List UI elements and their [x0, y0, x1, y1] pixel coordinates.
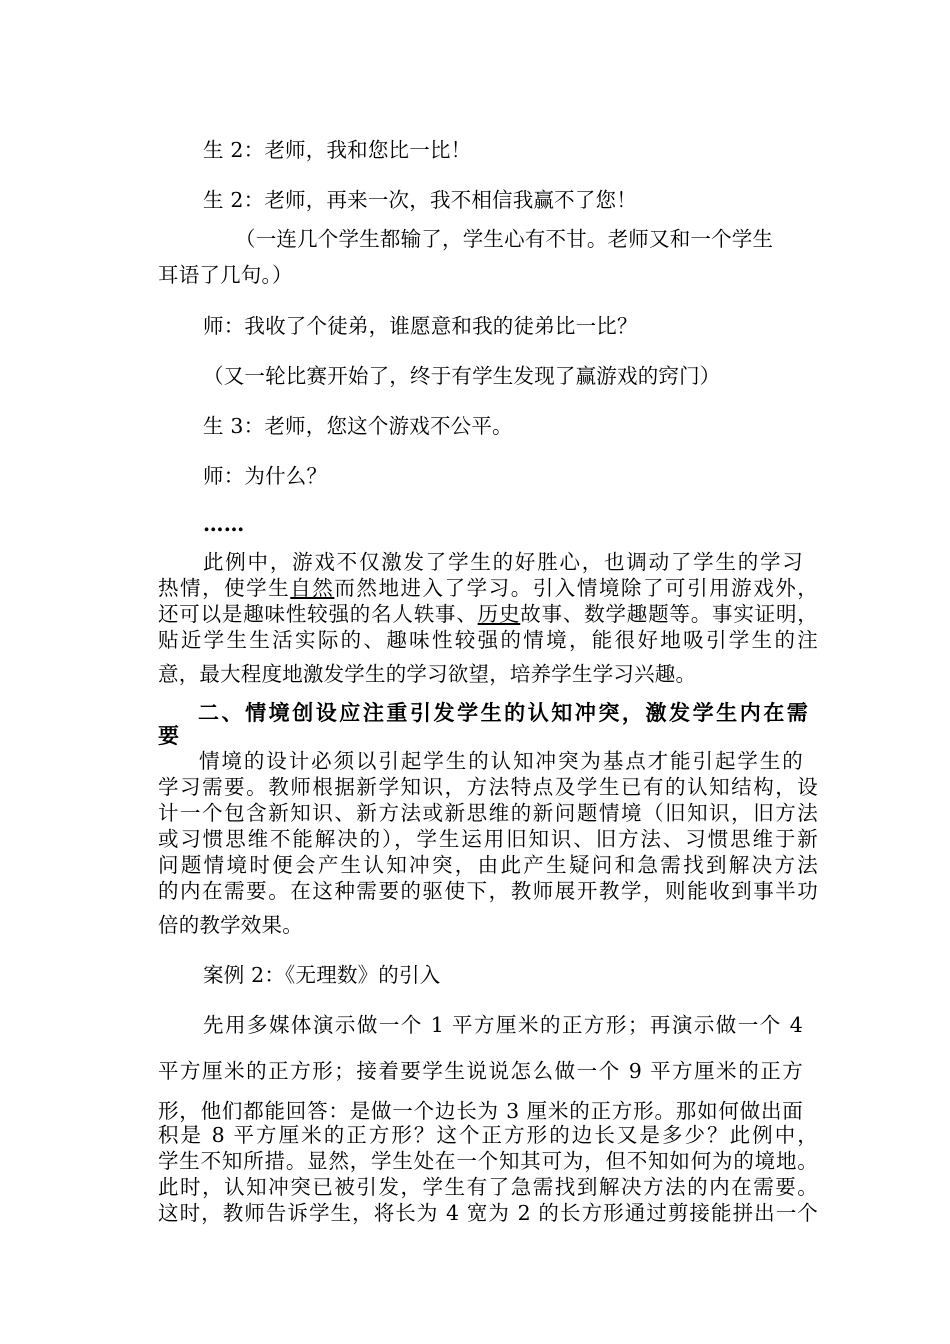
paragraph-line: 意，最大程度地激发学生的学习欲望，培养学生学习兴趣。	[158, 662, 697, 686]
paragraph-line: 学习需要。教师根据新学知识，方法特点及学生已有的认知结构，设	[158, 775, 818, 799]
paragraph-line: 计一个包含新知识、新方法或新思维的新问题情境（旧知识，旧方法	[158, 801, 818, 825]
paragraph-line: 还可以是趣味性较强的名人轶事、历史故事、数学趣题等。事实证明，	[158, 602, 818, 626]
section-heading: 二、情境创设应注重引发学生的认知冲突，激发学生内在需	[198, 701, 808, 725]
paragraph-line: 积是 8 平方厘米的正方形？这个正方形的边长又是多少？此例中，	[158, 1123, 818, 1147]
paragraph-line: 此时，认知冲突已被引发，学生有了急需找到解决方法的内在需要。	[158, 1175, 818, 1199]
paragraph-line: 这时，教师告诉学生，将长为 4 宽为 2 的长方形通过剪接能拼出一个	[158, 1201, 818, 1225]
dialogue-line: 生 3：老师，您这个游戏不公平。	[203, 414, 513, 438]
paragraph-line: 学生不知所措。显然，学生处在一个知其可为，但不知如何为的境地。	[158, 1149, 818, 1173]
paragraph-line: 倍的教学效果。	[158, 913, 303, 937]
underlined-word: 自然	[290, 576, 335, 600]
paragraph-line: 形，他们都能回答：是做一个边长为 3 厘米的正方形。那如何做出面	[158, 1099, 803, 1123]
dialogue-line: 生 2：老师，再来一次，我不相信我赢不了您！	[203, 188, 637, 212]
paragraph-line: 平方厘米的正方形；接着要学生说说怎么做一个 9 平方厘米的正方	[158, 1059, 803, 1083]
stage-direction: （一连几个学生都输了，学生心有不甘。老师又和一个学生	[235, 227, 774, 251]
paragraph-line: 热情，使学生自然而然地进入了学习。引入情境除了可引用游戏外，	[158, 576, 818, 600]
paragraph-line: 先用多媒体演示做一个 1 平方厘米的正方形；再演示做一个 4	[203, 1013, 803, 1037]
ellipsis: ……	[203, 512, 245, 536]
paragraph-line: 或习惯思维不能解决的），学生运用旧知识、旧方法、习惯思维于新	[158, 827, 818, 851]
paragraph-line: 贴近学生生活实际的、趣味性较强的情境，能很好地吸引学生的注	[158, 628, 818, 652]
stage-direction: 耳语了几句。）	[158, 263, 293, 287]
paragraph-line: 此例中，游戏不仅激发了学生的好胜心，也调动了学生的学习	[203, 550, 803, 574]
underlined-word: 历史	[477, 602, 521, 626]
stage-direction: （又一轮比赛开始了，终于有学生发现了赢游戏的窍门）	[203, 364, 721, 388]
section-heading: 要	[158, 724, 180, 748]
paragraph-line: 情境的设计必须以引起学生的认知冲突为基点才能引起学生的	[199, 749, 803, 773]
paragraph-line: 的内在需要。在这种需要的驱使下，教师展开教学，则能收到事半功	[158, 879, 818, 903]
dialogue-line: 生 2：老师，我和您比一比！	[203, 138, 472, 162]
case-title: 案例 2：《无理数》的引入	[203, 963, 441, 987]
dialogue-line: 师：为什么？	[203, 464, 328, 488]
dialogue-line: 师：我收了个徒弟，谁愿意和我的徒弟比一比？	[203, 314, 638, 338]
paragraph-line: 问题情境时便会产生认知冲突，由此产生疑问和急需找到解决方法	[158, 853, 818, 877]
